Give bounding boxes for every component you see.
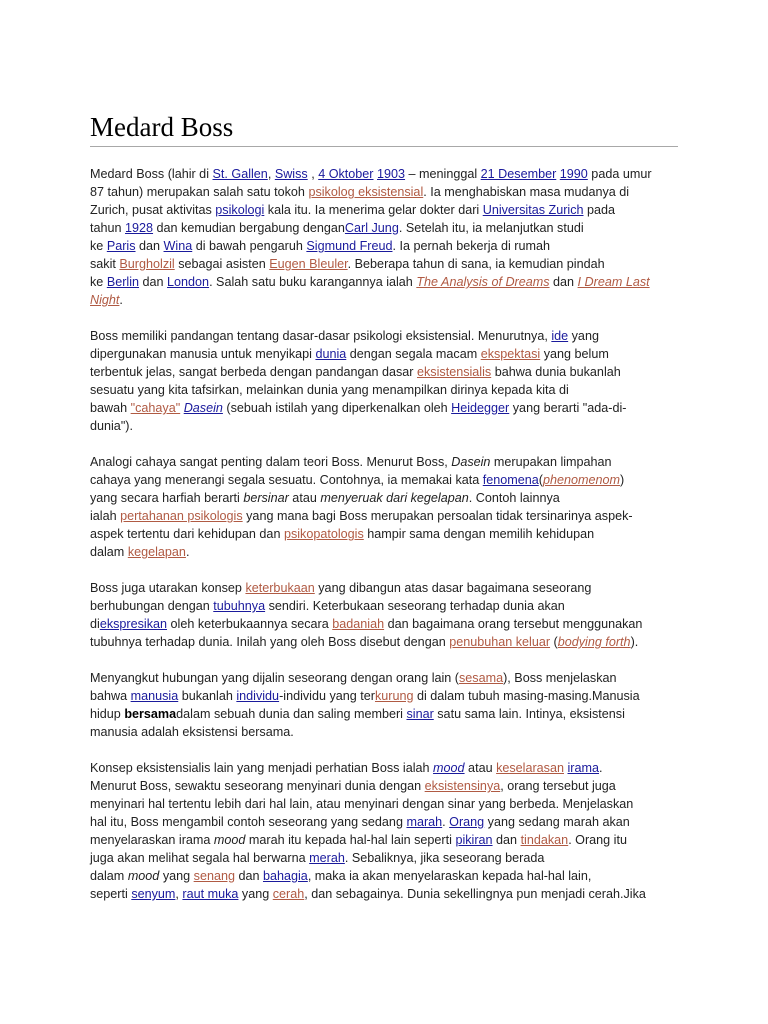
body-text: marah itu kepada hal-hal lain seperti	[245, 833, 456, 847]
italic-text: mood	[127, 869, 160, 883]
text-line	[90, 867, 682, 885]
body-text: sebagai asisten	[174, 257, 270, 271]
article-link[interactable]: psikolog eksistensial	[308, 185, 424, 199]
body-text: 87 tahun) merupakan salah satu tokoh	[90, 185, 309, 199]
body-text: dan bagaimana orang tersebut menggunakan	[384, 617, 643, 631]
text-line	[90, 453, 682, 471]
text-line	[90, 471, 682, 489]
body-text: hal itu, Boss mengambil contoh seseorang yang sedang	[90, 815, 407, 829]
body-text: yang belum	[540, 347, 609, 361]
article-link[interactable]: irama	[567, 761, 599, 775]
article-link[interactable]: keselarasan	[496, 761, 564, 775]
paragraph	[90, 669, 682, 741]
body-text: yang mana bagi Boss merupakan persoalan tidak tersinarinya aspek-	[242, 509, 633, 523]
article-link[interactable]: kurung	[374, 689, 414, 703]
body-text: di	[90, 617, 100, 631]
article-link[interactable]: London	[167, 275, 210, 289]
article-link[interactable]: dunia	[315, 347, 347, 361]
body-text: juga akan melihat segala hal berwarna	[90, 851, 310, 865]
article-link[interactable]: 1990	[559, 167, 588, 181]
text-line	[90, 597, 682, 615]
body-text: dalam	[90, 545, 128, 559]
body-text: dan	[135, 239, 164, 253]
body-text: dalam sebuah dunia dan saling memberi	[176, 707, 407, 721]
text-line	[90, 273, 682, 291]
article-link[interactable]: senyum	[131, 887, 176, 901]
italic-text: mood	[213, 833, 246, 847]
text-line	[90, 885, 682, 903]
paragraph	[90, 453, 682, 561]
body-text: (	[538, 473, 543, 487]
body-text: .	[185, 545, 190, 559]
body-text: .	[119, 293, 123, 307]
bold-text: bersama	[124, 707, 177, 721]
text-line	[90, 579, 682, 597]
article-link[interactable]: individu	[236, 689, 280, 703]
text-line	[90, 723, 682, 741]
text-line	[90, 831, 682, 849]
body-text: . Orang itu	[568, 833, 627, 847]
article-link[interactable]: sinar	[406, 707, 434, 721]
text-line	[90, 525, 682, 543]
body-text: . Sebaliknya, jika seseorang berada	[344, 851, 545, 865]
body-text: yang	[159, 869, 194, 883]
body-text: dalam	[90, 869, 128, 883]
article-link[interactable]: Orang	[449, 815, 485, 829]
text-line	[90, 687, 682, 705]
body-text: yang secara harfiah berarti	[90, 491, 244, 505]
text-line	[90, 381, 682, 399]
body-text: . Salah satu buku karangannya ialah	[209, 275, 417, 289]
article-link[interactable]: Carl Jung	[344, 221, 399, 235]
body-text: hampir sama dengan memilih kehidupan	[363, 527, 595, 541]
body-text: sesuatu yang kita tafsirkan, melainkan dunia yang menampilkan dirinya kepada kita di	[90, 383, 569, 397]
body-text: Medard Boss (lahir di	[90, 167, 213, 181]
body-text: cahaya yang menerangi segala sesuatu. Contohnya, ia memakai kata	[90, 473, 483, 487]
body-text: tubuhnya terhadap dunia. Inilah yang oleh Boss disebut dengan	[90, 635, 450, 649]
paragraph	[90, 759, 682, 903]
text-line	[90, 669, 682, 687]
article-link[interactable]: bahagia	[262, 869, 308, 883]
text-line	[90, 849, 682, 867]
body-text: . Contoh lainnya	[468, 491, 560, 505]
article-link[interactable]: kegelapan	[127, 545, 186, 559]
body-text: ke	[90, 275, 107, 289]
text-line	[90, 507, 682, 525]
article-link[interactable]: 1903	[377, 167, 406, 181]
body-text: , maka ia akan menyelaraskan kepada hal-hal lain,	[307, 869, 592, 883]
body-text: Boss memiliki pandangan tentang dasar-dasar psikologi eksistensial. Menurutnya,	[90, 329, 552, 343]
article-link[interactable]: Night	[90, 293, 120, 307]
body-text: di bawah pengaruh	[192, 239, 307, 253]
article-link[interactable]: merah	[309, 851, 345, 865]
body-text: yang sedang marah akan	[484, 815, 630, 829]
body-text: Zurich, pusat aktivitas	[90, 203, 216, 217]
body-text: . Ia menghabiskan masa mudanya di	[423, 185, 630, 199]
body-text: (sebuah istilah yang diperkenalkan oleh	[222, 401, 452, 415]
body-text: bawah	[90, 401, 131, 415]
article-link[interactable]: psikologi	[215, 203, 265, 217]
body-text: hidup	[90, 707, 125, 721]
article-link[interactable]: Paris	[106, 239, 136, 253]
article-link[interactable]: bodying forth	[557, 635, 631, 649]
article-link[interactable]: fenomena	[482, 473, 539, 487]
body-text: dengan segala macam	[346, 347, 481, 361]
body-text: di dalam tubuh masing-masing.Manusia	[413, 689, 640, 703]
body-text: pada umur	[587, 167, 652, 181]
article-link[interactable]: mood	[433, 761, 465, 775]
article-link[interactable]: phenomenom	[542, 473, 620, 487]
body-text: . Beberapa tahun di sana, ia kemudian pindah	[347, 257, 605, 271]
body-text: atau	[464, 761, 497, 775]
text-line	[90, 759, 682, 777]
paragraph	[90, 579, 682, 651]
article-link[interactable]: penubuhan keluar	[449, 635, 551, 649]
article-link[interactable]: raut muka	[182, 887, 239, 901]
article-link[interactable]: The Analysis of Dreams	[416, 275, 550, 289]
body-text: bukanlah	[178, 689, 237, 703]
body-text: .	[599, 761, 603, 775]
article-link[interactable]: eksistensialis	[417, 365, 492, 379]
body-text: berhubungan dengan	[90, 599, 214, 613]
body-text: dan	[234, 869, 263, 883]
article-link[interactable]: Burgholzil	[119, 257, 175, 271]
article-link[interactable]: ide	[551, 329, 569, 343]
article-body	[90, 165, 682, 921]
body-text: Menurut Boss, sewaktu seseorang menyinari dunia dengan	[90, 779, 425, 793]
body-text: yang	[568, 329, 599, 343]
body-text: Menyangkut hubungan yang dijalin seseorang dengan orang lain (	[90, 671, 459, 685]
paragraph	[90, 327, 682, 435]
text-line	[90, 363, 682, 381]
article-link[interactable]: Sigmund Freud	[306, 239, 393, 253]
italic-text: bersinar	[243, 491, 289, 505]
text-line	[90, 201, 682, 219]
article-link[interactable]: 4 Oktober	[318, 167, 374, 181]
article-link[interactable]: eksistensinya	[424, 779, 501, 793]
article-link[interactable]: manusia	[130, 689, 179, 703]
body-text: , dan sebagainya. Dunia sekellingnya pun menjadi cerah.Jika	[304, 887, 646, 901]
article-link[interactable]: 21 Desember	[480, 167, 557, 181]
body-text: dipergunakan manusia untuk menyikapi	[90, 347, 316, 361]
body-text: dan kemudian bergabung dengan	[153, 221, 345, 235]
text-line	[90, 255, 682, 273]
body-text: satu sama lain. Intinya, eksistensi	[433, 707, 625, 721]
article-link[interactable]: sesama	[459, 671, 504, 685]
body-text: dan	[492, 833, 521, 847]
text-line	[90, 291, 682, 309]
body-text: Boss juga utarakan konsep	[90, 581, 246, 595]
body-text: ,	[175, 887, 183, 901]
body-text: yang dibangun atas dasar bagaimana seseorang	[314, 581, 592, 595]
text-line	[90, 345, 682, 363]
body-text: atau	[288, 491, 321, 505]
body-text: , orang tersebut juga	[500, 779, 616, 793]
body-text: .	[442, 815, 450, 829]
body-text: )	[619, 473, 625, 487]
text-line	[90, 489, 682, 507]
body-text: ).	[630, 635, 639, 649]
body-text: sakit	[90, 257, 120, 271]
text-line	[90, 417, 682, 435]
article-link[interactable]: Swiss	[274, 167, 308, 181]
article-link[interactable]: St. Gallen	[212, 167, 268, 181]
body-text: Konsep eksistensialis lain yang menjadi perhatian Boss ialah	[90, 761, 434, 775]
body-text: ke	[90, 239, 107, 253]
article-link[interactable]: ekspresikan	[99, 617, 168, 631]
article-link[interactable]: "cahaya"	[130, 401, 181, 415]
article-link[interactable]: senang	[193, 869, 235, 883]
text-line	[90, 219, 682, 237]
article-link[interactable]: pikiran	[455, 833, 493, 847]
body-text: seperti	[90, 887, 132, 901]
body-text: menyinari hal tertentu lebih dari hal lain, atau menyinari dengan sinar yang berbeda. Menjelaskan	[90, 797, 634, 811]
article-link[interactable]: badaniah	[332, 617, 385, 631]
text-line	[90, 399, 682, 417]
body-text: terbentuk jelas, sangat berbeda dengan pandangan dasar	[90, 365, 417, 379]
article-link[interactable]: tindakan	[520, 833, 569, 847]
body-text: . Ia pernah bekerja di rumah	[392, 239, 550, 253]
body-text: sendiri. Keterbukaan seseorang terhadap dunia akan	[265, 599, 565, 613]
body-text: . Setelah itu, ia melanjutkan studi	[398, 221, 584, 235]
article-link[interactable]: psikopatologis	[283, 527, 364, 541]
body-text: manusia adalah eksistensi bersama.	[90, 725, 294, 739]
body-text: merupakan limpahan	[490, 455, 612, 469]
body-text: ), Boss menjelaskan	[503, 671, 617, 685]
text-line	[90, 543, 682, 561]
text-line	[90, 813, 682, 831]
text-line	[90, 183, 682, 201]
paragraph	[90, 165, 682, 309]
text-line	[90, 777, 682, 795]
body-text: dunia").	[90, 419, 133, 433]
body-text: – meninggal	[405, 167, 481, 181]
body-text: Analogi cahaya sangat penting dalam teori Boss. Menurut Boss,	[90, 455, 452, 469]
text-line	[90, 795, 682, 813]
text-line	[90, 705, 682, 723]
article-link[interactable]: Wina	[163, 239, 193, 253]
article-link[interactable]: I Dream Last	[577, 275, 650, 289]
body-text: dan	[549, 275, 578, 289]
body-text: ,	[307, 167, 319, 181]
text-line	[90, 165, 682, 183]
body-text: (	[550, 635, 558, 649]
body-text: menyelaraskan irama	[90, 833, 214, 847]
article-link[interactable]: 1928	[125, 221, 154, 235]
article-link[interactable]: Eugen Bleuler	[269, 257, 348, 271]
body-text: oleh keterbukaannya secara	[167, 617, 333, 631]
body-text: kala itu. Ia menerima gelar dokter dari	[264, 203, 483, 217]
body-text: yang berarti "ada-di-	[509, 401, 627, 415]
body-text: aspek tertentu dari kehidupan dan	[90, 527, 284, 541]
body-text: dan	[139, 275, 168, 289]
text-line	[90, 633, 682, 651]
article-link[interactable]: cerah	[272, 887, 305, 901]
body-text: bahwa	[90, 689, 131, 703]
body-text: pada	[583, 203, 616, 217]
page-title: Medard Boss	[90, 110, 678, 147]
article-link[interactable]: pertahanan psikologis	[120, 509, 243, 523]
body-text: yang	[238, 887, 273, 901]
body-text: ialah	[90, 509, 121, 523]
body-text: -individu yang ter	[279, 689, 375, 703]
text-line	[90, 615, 682, 633]
article-link[interactable]: ekspektasi	[480, 347, 541, 361]
body-text: ,	[267, 167, 275, 181]
article-link[interactable]: marah	[406, 815, 443, 829]
article-link[interactable]: Heidegger	[451, 401, 510, 415]
article-link[interactable]: Dasein	[183, 401, 223, 415]
text-line	[90, 327, 682, 345]
article-link[interactable]: Universitas Zurich	[482, 203, 584, 217]
italic-text: menyeruak dari kegelapan	[320, 491, 469, 505]
italic-text: Dasein	[451, 455, 491, 469]
article-link[interactable]: tubuhnya	[213, 599, 266, 613]
article-link[interactable]: Berlin	[106, 275, 140, 289]
body-text: bahwa dunia bukanlah	[491, 365, 621, 379]
article-link[interactable]: keterbukaan	[245, 581, 315, 595]
body-text: tahun	[90, 221, 126, 235]
text-line	[90, 237, 682, 255]
